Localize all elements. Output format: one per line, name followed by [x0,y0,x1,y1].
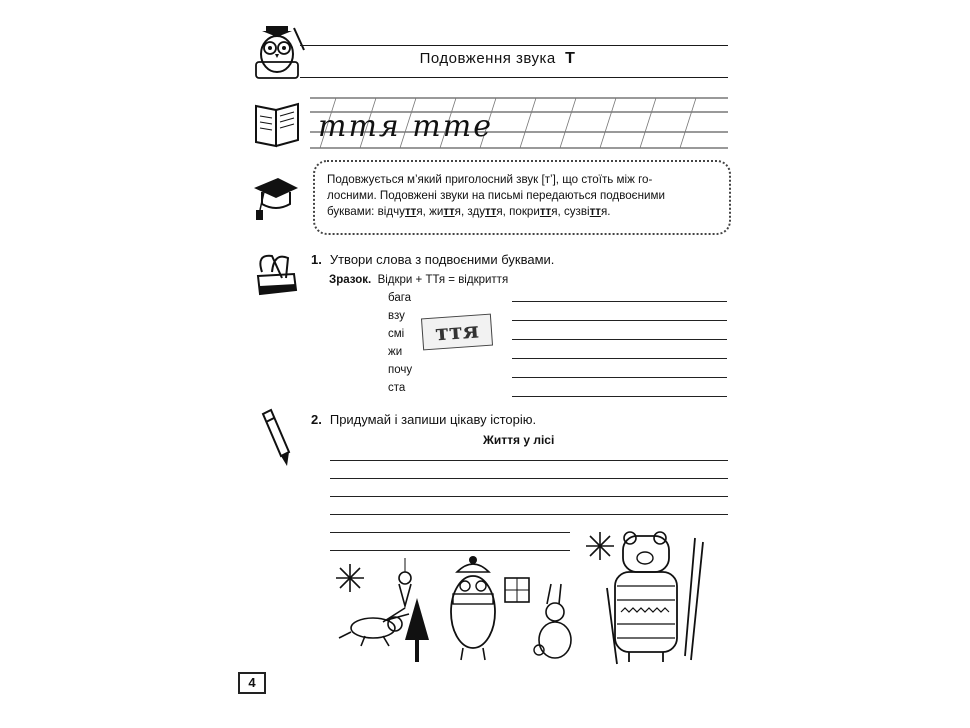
story-title: Життя у лісі [483,433,555,447]
word-root: ста [388,382,406,394]
task-1-heading: 1. Утвори слова з подвоєними буквами. [311,252,555,267]
rule-line: лосними. Подовжені звуки на письмі передаються подвоєними [327,189,665,202]
winter-animals-illustration [325,528,725,668]
answer-line[interactable] [512,320,727,321]
word-root: смі [388,328,405,340]
answer-line[interactable] [512,396,727,397]
page-number: 4 [238,672,266,694]
story-line[interactable] [330,496,728,497]
answer-line[interactable] [512,339,727,340]
story-line[interactable] [330,478,728,479]
rule-box [313,160,731,235]
rule-example: відчуття, [377,205,426,218]
rule-line: Подовжується м’який приголосний звук [т’], що стоїть між го- [327,173,653,186]
rule-example: здуття, [467,205,506,218]
owl-teacher-icon [248,24,308,84]
page-title: Подовження звука Т [419,50,576,67]
word-root: жи [388,346,403,358]
rule-example: життя, [429,205,465,218]
binder-clip-icon [252,250,300,302]
answer-line[interactable] [512,358,727,359]
word-root: почу [388,364,413,376]
story-line[interactable] [330,514,728,515]
word-root: взу [388,310,405,322]
rule-line: буквами: відчуття, життя, здуття, покриття, сузвіття. [327,205,611,218]
open-book-icon [250,100,305,150]
rule-example: сузвіття. [563,205,611,218]
answer-line[interactable] [512,377,727,378]
story-line[interactable] [330,460,728,461]
answer-line[interactable] [512,301,727,302]
task-1-example: Зразок. Відкри + ТТя = відкриття [329,274,509,286]
pencil-icon [255,408,295,468]
rule-example: покриття, [509,205,561,218]
task-2-heading: 2. Придумай і запиши цікаву історію. [311,412,537,427]
word-root: бага [388,292,412,304]
graduation-cap-icon [250,172,300,222]
letter-card: ття [421,314,493,351]
script-letters-sample: ття тте [318,109,493,144]
